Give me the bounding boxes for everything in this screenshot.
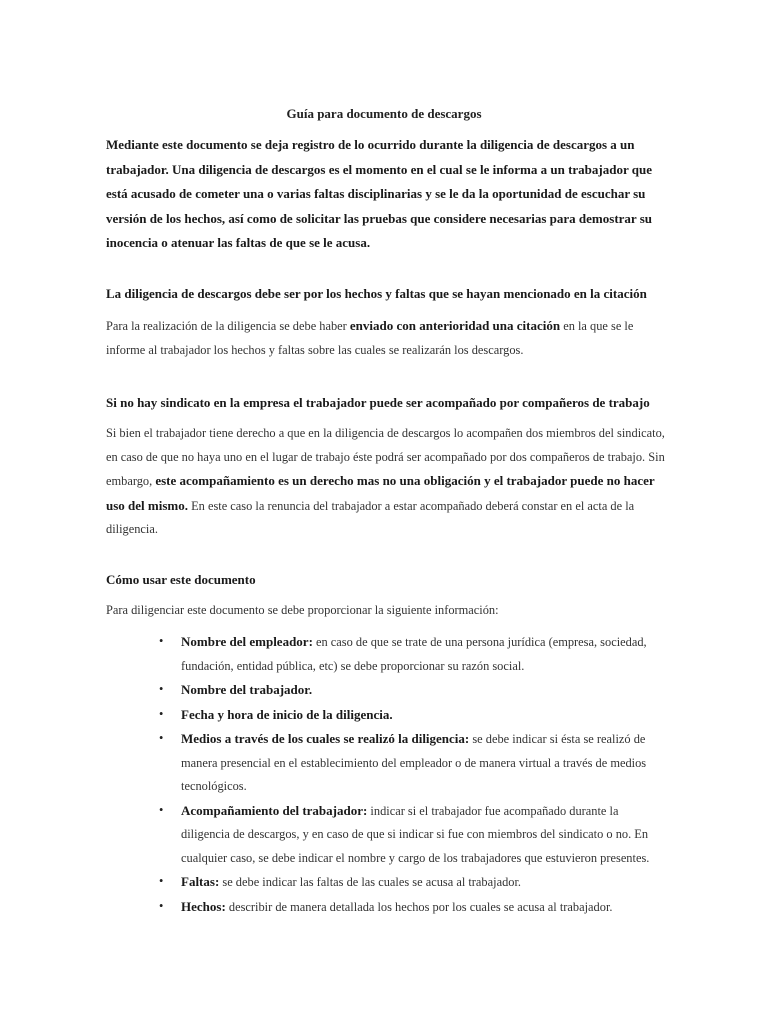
list-item: [181, 727, 661, 799]
section-paragraph-como-usar: Para diligenciar este documento se debe proporcionar la siguiente información:: [106, 603, 499, 617]
document-title: Guía para documento de descargos: [286, 106, 482, 121]
paragraph-text: Para la realización de la diligencia se debe haber: [106, 319, 350, 333]
list-item: [181, 678, 661, 703]
list-item: [181, 870, 661, 895]
intro-paragraph: Mediante este documento se deja registro de lo ocurrido durante la diligencia de descargos a un trabajador. Una diligencia de descargos es el momento en el cual se le informa a un trabajador que está acusado de cometer una o varias faltas disciplinarias y se le da la oportunidad de escuchar su versión de los hechos, así como de solicitar las pruebas que considere necesarias para demostrar su inocencia o atenuar las faltas de que se le acusa.: [106, 137, 652, 250]
list-item-text: se debe indicar las faltas de las cuales se acusa al trabajador.: [219, 875, 521, 889]
list-item-label: Faltas:: [181, 874, 220, 889]
section-heading-como-usar: Cómo usar este documento: [106, 572, 256, 587]
paragraph-emphasis: enviado con anterioridad una citación: [349, 318, 561, 333]
section-heading-citacion: La diligencia de descargos debe ser por los hechos y faltas que se hayan mencionado en la citación: [106, 286, 647, 301]
information-list: [181, 630, 661, 919]
list-item-label: Fecha y hora de inicio de la diligencia.: [181, 706, 393, 722]
paragraph-text: en la que se le informe al trabajador los hechos y faltas sobre las cuales se realizarán los descargos.: [106, 319, 634, 357]
list-item: [181, 799, 661, 871]
section-paragraph-sindicato: [106, 422, 666, 542]
list-item: [181, 703, 661, 728]
list-item-label: Nombre del trabajador.: [181, 682, 313, 697]
paragraph-text: En este caso la renuncia del trabajador a estar acompañado deberá constar en el acta de la diligencia.: [106, 498, 635, 536]
list-item: [181, 895, 661, 920]
list-item-text: indicar si el trabajador fue acompañado durante la diligencia de descargos, y en caso de que si indicar si fue con miembros del sindicato o no. En cualquier caso, se debe indicar el nombre y cargo de los trabajadores que estuvieron presentes.: [181, 803, 650, 865]
list-item-label: Nombre del empleador:: [181, 634, 313, 649]
list-item-text: en caso de que se trate de una persona jurídica (empresa, sociedad, fundación, entidad pública, etc) se debe proporcionar su razón social.: [181, 635, 647, 673]
list-item-label: Acompañamiento del trabajador:: [181, 802, 368, 818]
list-item-label: Medios a través de los cuales se realizó la diligencia:: [181, 731, 470, 746]
section-heading-sindicato: Si no hay sindicato en la empresa el trabajador puede ser acompañado por compañeros de trabajo: [106, 395, 650, 410]
list-item: [181, 630, 661, 678]
section-paragraph-citacion: [106, 314, 666, 362]
list-item-text: describir de manera detallada los hechos por los cuales se acusa al trabajador.: [225, 899, 613, 914]
list-item-text: se debe indicar si ésta se realizó de manera presencial en el establecimiento del empleador o de manera virtual a través de medios tecnológicos.: [181, 732, 647, 793]
paragraph-emphasis: este acompañamiento es un derecho mas no una obligación y el trabajador puede no hacer uso del mismo.: [106, 473, 655, 513]
list-item-label: Hechos:: [181, 898, 226, 914]
paragraph-text: Si bien el trabajador tiene derecho a que en la diligencia de descargos lo acompañen dos miembros del sindicato, en caso de que no haya uno en el lugar de trabajo éste podrá ser acompañado por dos compañeros de trabajo. Sin embargo,: [106, 426, 665, 488]
